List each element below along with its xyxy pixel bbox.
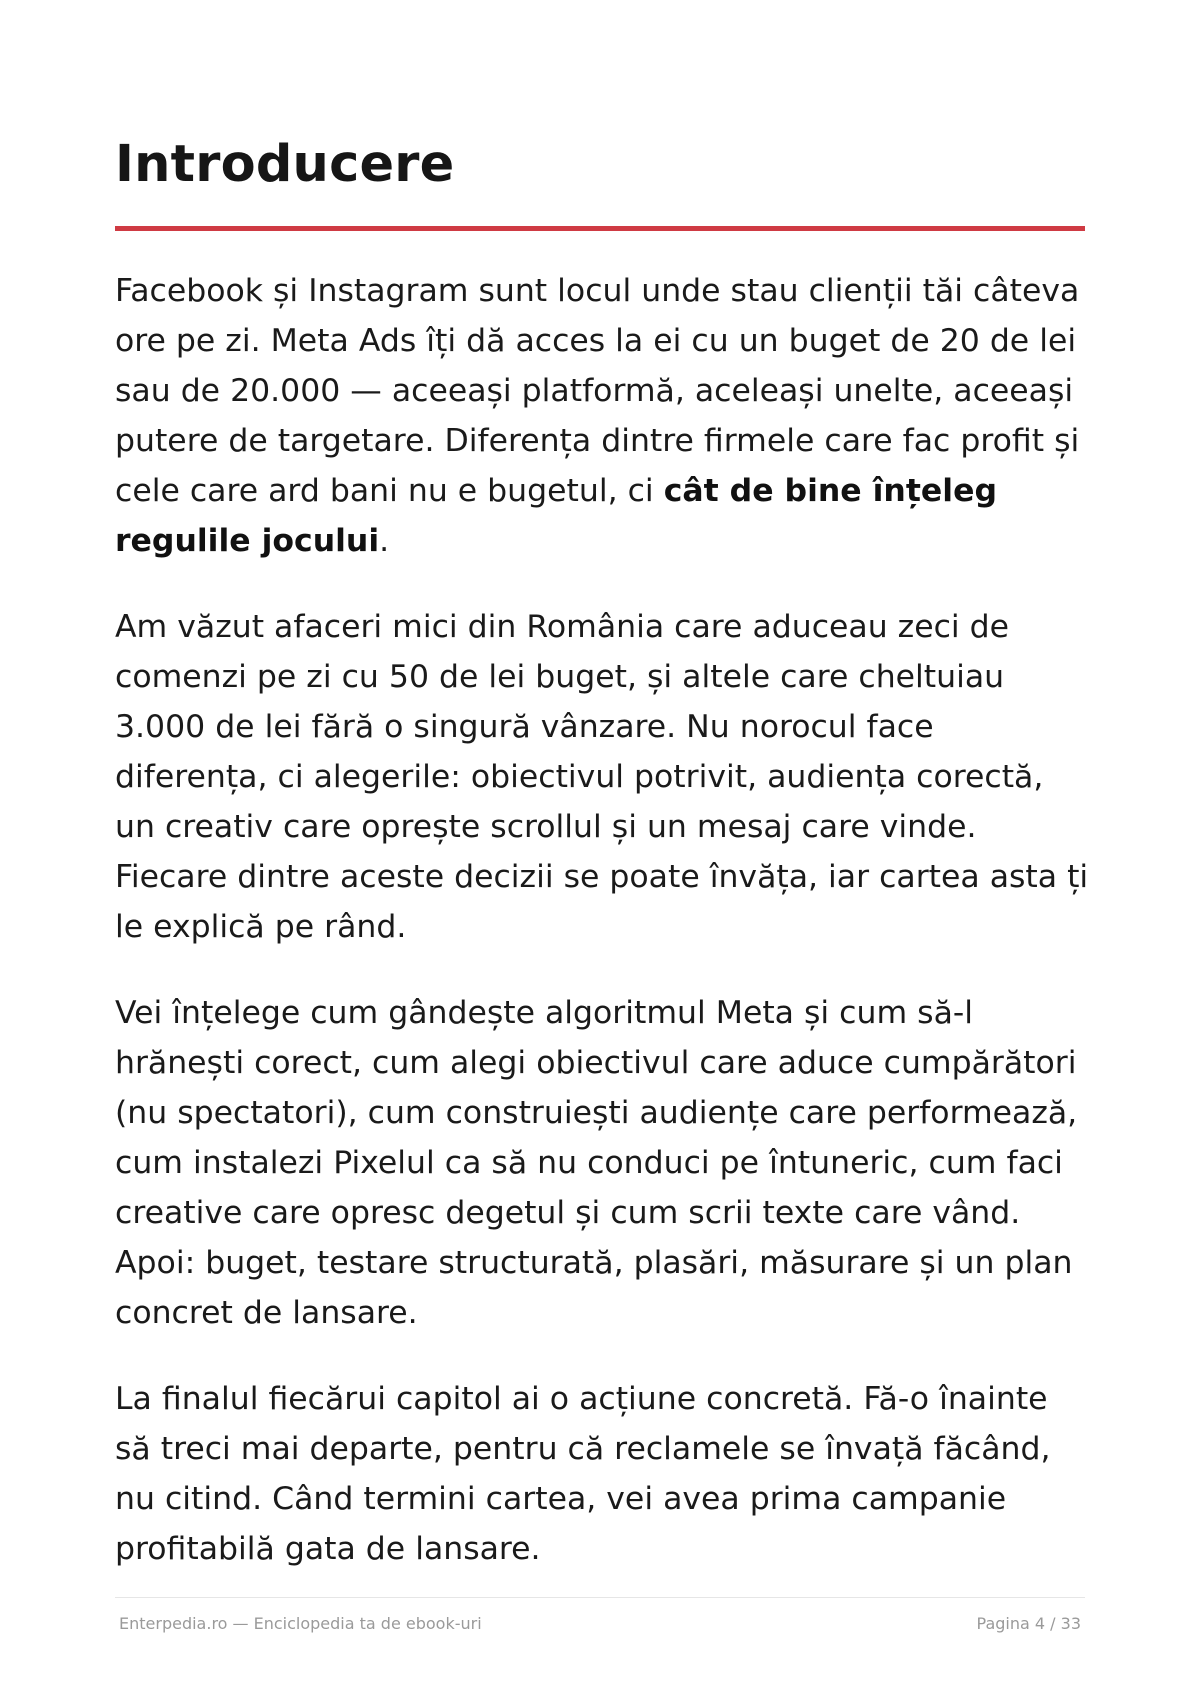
paragraph-3: Vei înțelege cum gândește algoritmul Meta și cum să-l hrănești corect, cum alegi obiectivul care aduce cumpărători (nu spectatori), cum construiești audiențe care performează, cum instalezi Pixelul ca să nu conduci pe întuneric, cum faci creative care opresc degetul și cum scrii texte care vând. Apoi: buget, testare structurată, plasări, măsurare și un plan concret de lansare. <box>115 995 1078 1331</box>
paragraph-1-tail: . <box>379 523 390 559</box>
document-page <box>115 0 1089 1683</box>
paragraph-1 <box>115 266 1090 566</box>
page-title: Introducere <box>115 135 455 194</box>
paragraph-1-text: Facebook și Instagram sunt locul unde stau clienții tăi câteva ore pe zi. Meta Ads îți dă acces la ei cu un buget de 20 de lei sau de 20.000 — aceeași platformă, aceleași unelte, aceeași putere de targetare. Diferența dintre firmele care fac profit și cele care ard bani nu e bugetul, ci <box>115 273 1080 509</box>
body-text <box>115 266 1090 1610</box>
paragraph-2: Am văzut afaceri mici din România care aduceau zeci de comenzi pe zi cu 50 de lei buget, și altele care cheltuiau 3.000 de lei fără o singură vânzare. Nu norocul face diferența, ci alegerile: obiectivul potrivit, audiența corectă, un creativ care oprește scrollul și un mesaj care vinde. Fiecare dintre aceste decizii se poate învăța, iar cartea asta ți le explică pe rând. <box>115 609 1089 945</box>
footer-site-name: Enterpedia.ro — Enciclopedia ta de ebook-uri <box>119 1614 482 1633</box>
footer-page-number: Pagina 4 / 33 <box>976 1614 1081 1633</box>
paragraph-1-emphasis: cât de bine înțeleg regulile jocului <box>115 473 997 559</box>
paragraph-4: La finalul fiecărui capitol ai o acțiune concretă. Fă-o înainte să treci mai departe, pentru că reclamele se învață făcând, nu citind. Când termini cartea, vei avea prima campanie profitabilă gata de lansare. <box>115 1381 1051 1567</box>
footer-divider <box>115 1597 1085 1598</box>
title-divider <box>115 226 1085 231</box>
